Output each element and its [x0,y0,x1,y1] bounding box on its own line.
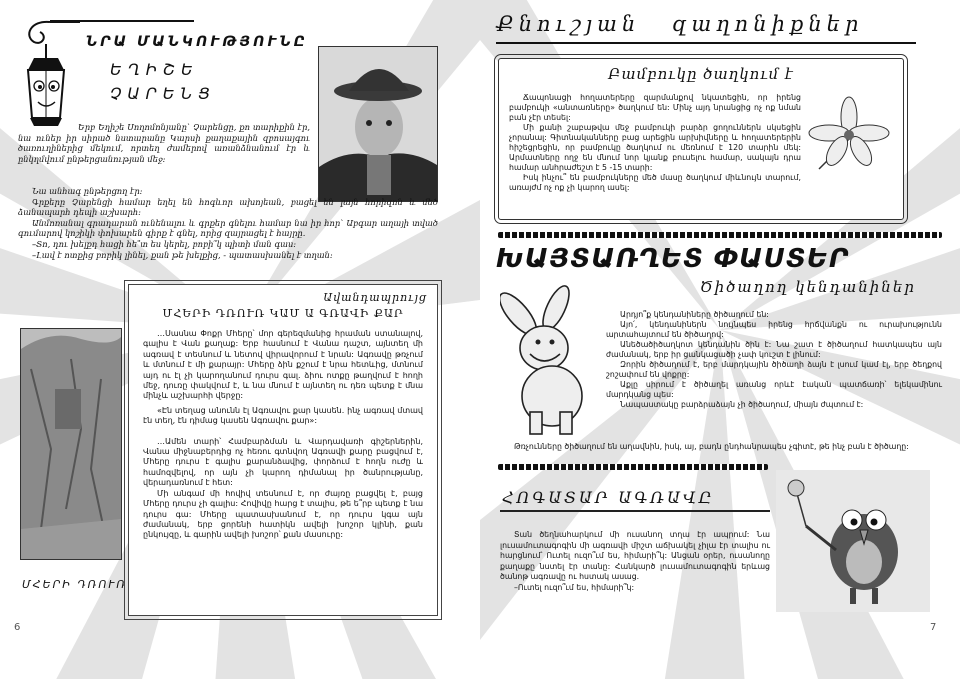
page-number-left: 6 [14,622,21,633]
bio-paragraph: Նա անհագ ընթերցող էր: [32,186,143,196]
mher-door-rock-photo [20,328,122,560]
story-paragraph: …Սասնա Փոքր Մհերը՝ մոր գերեզմանից հրաման ստանալով, գալիս է Վան քաղաք: Երբ հասնում է Վանա դաշտ, այնտեղ մի ագռավ է տեսնում և նետով վիրավորում է նրան: Ագռավը թռչում և մտնում է մի քարայր: Մհերը ձին քշում է նրա հետևից, մտնում այդ ու էլ չի կարողանում դուրս գալ. ձիու ոտքը թաղվում է հողի մեջ, դուռը փակվում է, և նա մնում է այնտեղ ու դեռ պետք է մնա մինչև աշխարհի վերջը: [143,329,423,401]
crow-illustration [776,470,930,612]
section-divider-2 [498,464,768,470]
bio-intro [18,122,310,164]
column-title: ՆՐԱ ՄԱՆԿՈՒԹՅՈՒՆԸ [86,34,308,50]
flower-icon [799,89,899,177]
joke-paragraph: Տան ծեղնահարկում մի ուսանող տղա էր ապրում: Նա լուսամուտագոգին մի ագռավի միշտ աճխակել չիլա էր տալիս ու հարցնում՝ Ուտել ուզո՞ւմ ես, հիմարի՞կ: Անցան օրեր, ուսանողը քաղաքը նստել էր տանը: Հանկարծ լուսամուտագոգին երևաց ծանոթ ագռավը ու հստակ ասաց. [500,530,770,582]
bio-paragraph: Գրքերը Չարենցի համար եղել են հոգևոր ախոյեան, բացել են լայն հորիզոն և մեծ ձանապարհ դեպի աշխարհ: [18,196,438,218]
joke-text [500,530,770,594]
animals-paragraph: Անեծածիծաղկոտ կենդանին ծին է: Նա շատ է ծիծաղում հատկապես այն ժամանակ, երբ իր ցանկացածի չափ կուշտ է լինում: [606,340,942,359]
section-title: Քնուշյան զաղոնիքներ [496,12,864,36]
animals-text-tail [500,442,940,452]
bamboo-paragraph: Իսկ ինչու՞ են բամբուկները մեծ մասը ծաղկում միևնույն տարում, առայժմ ոչ ոք չի կարող ասել: [509,173,801,192]
crow-icon [776,470,930,612]
animals-paragraph: Այո՛, կենդանիներն նույնպես իրենց հրճվանքն ու ուրախությունն արտահայտում են ծիծաղով: [606,320,942,339]
bamboo-paragraph: Մի քանի շաբաթվա մեջ բամբուկի բարձր ցողուններն սկսեցին չորանալ: Գիտնականները բաց արեցին արխիվները և հողատերերին հիշեցրեցին, որ բամբուկը ծաղկում ու մեռնում է 120 տարին մեկ: Արմատները ողջ են մնում նոր կյանք բուսելու համար, սակայն դրա համար անհրաժեշտ է 5 -15 տարի: [509,123,801,172]
bio-paragraph: Անմոռանալ գրադարան ունենալու և գրքեր գնելու համար նա իր հոր՝ Աբգար աղայի տված գումարով կոշիկի փոխարեն գիրք է գնել, որից զայրացել է հայրը. [18,217,438,239]
page-number-right: 7 [930,622,937,633]
bio-paragraph: Երբ Եղիշե Սողոմոնյանը՝ Չարենցը, քո տարիքին էր, նա ուներ իր սիրած նստարանը Կարսի քաղաքային զբոսայգու ծառուղիներից մեկում, որտեղ ժամերով առանձնանում էր և ընկղմվում ընթերցանության մեջ: [18,122,310,164]
legend-story-box [128,284,438,616]
lamp-arm-line [50,20,194,22]
bio-body [18,186,438,260]
bamboo-paragraph: Ճապոնացի հողատերերը զարմանքով նկատեցին, որ իրենց բամբուկի «անտառները» ծաղկում են: Մինչ այդ նրանցից ոչ ոք նման բան չէր տեսել: [509,93,801,122]
rock-cliff-icon [21,329,121,559]
section-title-underline [496,42,916,44]
laughing-donkey-icon [500,284,604,436]
street-lamp-illustration [10,18,80,130]
portrait-figure-icon [319,47,437,201]
story-title: ՄՀԵՐԻ ԴՌՈՒՌ ԿԱՄ Ա ԳՌԱՎԻ ՔԱՐ [162,307,404,320]
story-paragraph: Մի անգամ մի հովիվ տեսնում է, որ ժայռը բացվել է, բայց Մհերը դուրս չի գալիս: Հովիվը հարց է տալիս, թե ե՞րբ պետք է նա դուրս գա: Մհերը պատասխանում է, որ դուրս կգա այն ժամանակ, երբ ցորենի հատիկն ավելի խոշոր կլինի, քան ընկույզը, և գարին ավելի խոշոր՝ քան մասուրը: [143,488,423,540]
bamboo-title: Բամբուկը ծաղկում է [608,65,794,83]
animals-subtitle: Ծիծաղող կենդանիներ [700,278,916,296]
story-paragraph: …Ամեն տարի՝ Համբարձման և Վարդավառի գիշերներին, Վանա միջնաբերդից ոչ հեռու գտնվող Ագռավի քարը բացվում է, Մհերը դուրս է գալիս քարանձավից, փորձում է հողն ուժը և համոզվելով, որ այն չի կարող դիմանալ իր ծանրությանը, վերադառնում է հետ: [143,436,423,488]
animals-paragraph: Աքլը սիրում է ծիծաղել առանց որևէ էական պատճառի՝ ելեկամինու մարդկանց պես: [606,380,942,399]
joke-title-underline [500,510,770,512]
animals-text [606,310,942,410]
animals-paragraph: Թռչունները ծիծաղում են աղավնին, իսկ, այ, բադն ընդհանրապես չգիտէ, թե ինչ բան է ծիծաղը: [514,442,909,451]
bamboo-text [509,93,801,193]
charents-portrait-photo [318,46,438,202]
joke-paragraph: –Ուտել ուզո՞ւմ ես, հիմարի՞կ: [514,582,635,592]
bamboo-article-box [498,58,904,220]
story-label: Ավանդապրույց [323,291,427,304]
animals-paragraph: Արդյո՞ք կենդանիները ծիծաղում են: [620,310,769,319]
story-paragraph: «Էն տեղաց անունն էլ Ագռավու քար կասեն. ինչ ագռավ մտավ էն տեղ, էն դիմաց կասեն Ագռավու քար»: [143,405,423,426]
author-name-line2: ՉԱՐԵՆՑ [110,84,217,103]
photo-caption: ՄՀԵՐԻ ԴՌՈՒՌ [22,578,128,591]
animals-title: ԽԱՅՏԱՌՂԵՏ ՓԱՍՏԵՐ [496,244,850,274]
joke-title: ՀՈԳԱՏԱՐ ԱԳՌԱՎԸ [502,488,715,507]
bio-paragraph: –Տո, դու խելքդ հացի հե՞տ ես կերել, բոբի՞կ պիտի ման գաս: [32,238,297,249]
bio-paragraph: –Լավ է ոտքից բոբիկ լինել, քան թե խելքից, - պատասխանել է տղան: [32,249,333,260]
animals-paragraph: Զորին ծիծաղում է, երբ մարդկային ծիծաղի ձայն է լսում կամ էլ, երբ ծեղքով շոշափում են վոքրը: [606,360,942,379]
story-text [143,329,423,541]
animals-paragraph: Նապաստակը բարձրաձայն չի ծիծաղում, միայն ժպտում է: [620,400,864,409]
section-divider-1 [498,232,942,238]
author-name-line1: ԵՂԻՇԵ [110,60,199,79]
